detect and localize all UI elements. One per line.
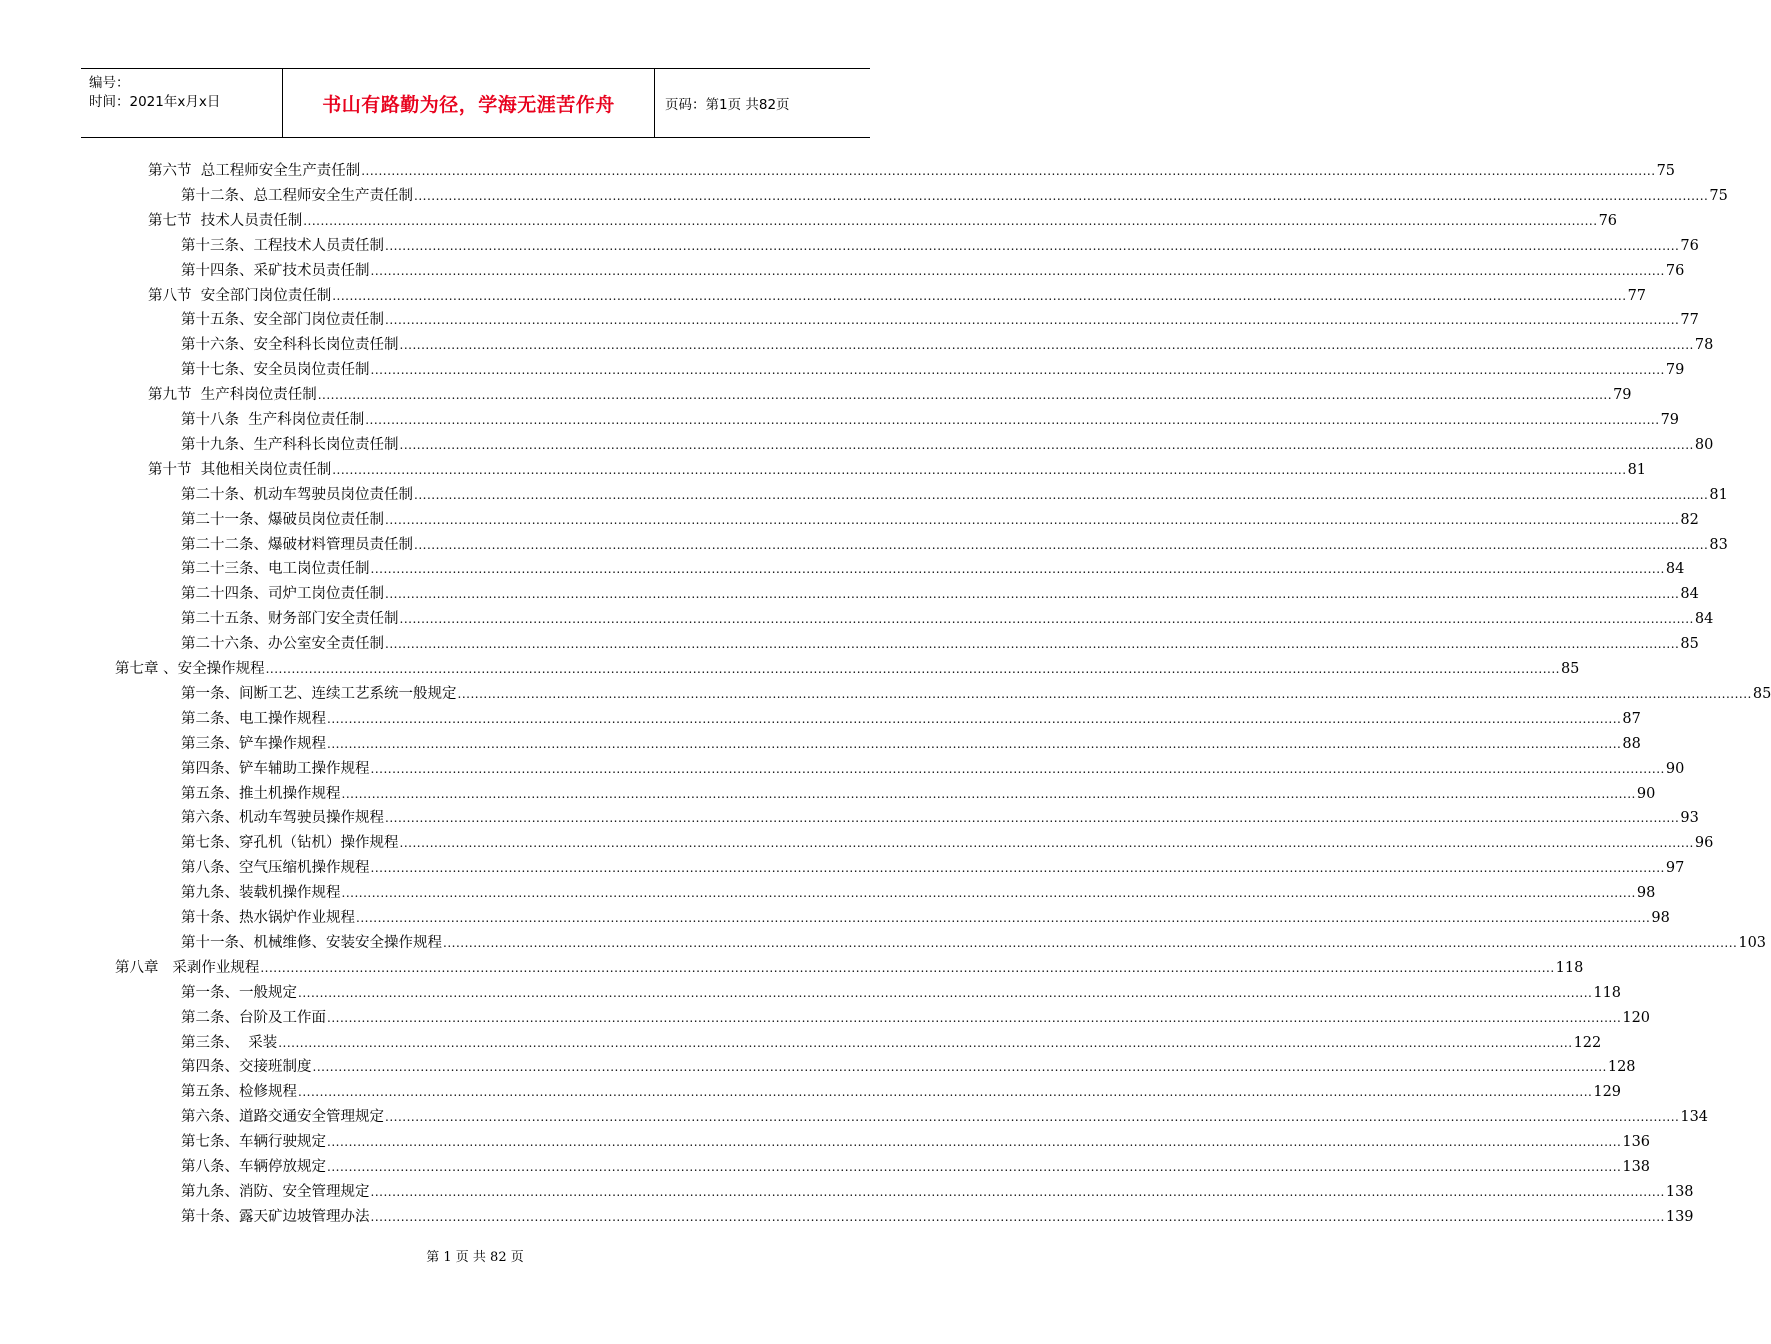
- header-page-info: 页码：第1页 共82页: [665, 97, 790, 113]
- toc-entry-title: 第八章 采剥作业规程: [115, 959, 260, 976]
- toc-entry[interactable]: [181, 1081, 1622, 1103]
- toc-entry[interactable]: [181, 534, 1728, 556]
- toc-entry-page-number: 83: [1709, 536, 1728, 553]
- toc-entry-page-number: 138: [1665, 1183, 1694, 1200]
- toc-entry-page-number: 136: [1622, 1134, 1651, 1151]
- toc-entry-title: 第二十条、机动车驾驶员岗位责任制: [181, 486, 413, 503]
- toc-entry-page-number: 80: [1694, 436, 1714, 453]
- toc-dot-leader: ............................................................................................................................................................................................................................................................................................................: [312, 1060, 1607, 1075]
- toc-entry-page-number: 75: [1709, 187, 1728, 204]
- toc-dot-leader: ............................................................................................................................................................................................................................................................................................................: [399, 612, 1694, 627]
- toc-dot-leader: ............................................................................................................................................................................................................................................................................................................: [370, 761, 1665, 776]
- toc-entry-page-number: 79: [1613, 387, 1632, 404]
- toc-dot-leader: ............................................................................................................................................................................................................................................................................................................: [278, 1035, 1573, 1050]
- toc-entry-title: 第六条、机动车驾驶员操作规程: [181, 810, 384, 827]
- toc-entry[interactable]: [181, 484, 1728, 506]
- toc-entry-title: 第二十六条、办公室安全责任制: [181, 636, 384, 653]
- toc-entry-page-number: 75: [1656, 163, 1676, 179]
- toc-entry-page-number: 122: [1573, 1034, 1602, 1051]
- toc-entry-page-number: 129: [1593, 1084, 1622, 1101]
- toc-entry[interactable]: [181, 1131, 1651, 1153]
- toc-dot-leader: ............................................................................................................................................................................................................................................................................................................: [327, 711, 1622, 726]
- toc-dot-leader: ............................................................................................................................................................................................................................................................................................................: [341, 886, 1636, 901]
- toc-dot-leader: ............................................................................................................................................................................................................................................................................................................: [341, 786, 1636, 801]
- toc-entry[interactable]: [181, 1181, 1694, 1203]
- toc-entry-page-number: 84: [1694, 611, 1714, 628]
- toc-entry-title: 第七章 、安全操作规程: [115, 661, 265, 677]
- document-number-label: 编号：: [89, 75, 130, 91]
- toc-dot-leader: ............................................................................................................................................................................................................................................................................................................: [370, 1184, 1665, 1199]
- header-page-info-cell: [655, 69, 870, 137]
- toc-entry-title: 第二十四条、司炉工岗位责任制: [181, 586, 384, 603]
- page-footer: [0, 1246, 950, 1265]
- toc-entry-page-number: 77: [1680, 312, 1699, 329]
- toc-entry-page-number: 78: [1694, 337, 1714, 354]
- toc-entry[interactable]: [181, 1032, 1602, 1054]
- toc-dot-leader: ............................................................................................................................................................................................................................................................................................................: [385, 811, 1680, 826]
- toc-dot-leader: ............................................................................................................................................................................................................................................................................................................: [370, 861, 1665, 876]
- toc-dot-leader: ............................................................................................................................................................................................................................................................................................................: [332, 288, 1627, 303]
- toc-dot-leader: ............................................................................................................................................................................................................................................................................................................: [385, 313, 1680, 328]
- toc-entry[interactable]: [181, 882, 1656, 904]
- toc-entry-page-number: 98: [1651, 910, 1670, 926]
- toc-entry-title: 第五条、检修规程: [181, 1084, 297, 1101]
- toc-dot-leader: ............................................................................................................................................................................................................................................................................................................: [303, 213, 1598, 228]
- toc-entry-title: 第七条、穿孔机（钻机）操作规程: [181, 835, 399, 852]
- toc-dot-leader: ............................................................................................................................................................................................................................................................................................................: [414, 487, 1709, 502]
- toc-entry-title: 第四条、铲车辅助工操作规程: [181, 760, 370, 777]
- toc-dot-leader: ............................................................................................................................................................................................................................................................................................................: [443, 935, 1738, 950]
- toc-entry-title: 第十节 其他相关岗位责任制: [148, 461, 332, 478]
- toc-entry-page-number: 118: [1555, 959, 1584, 976]
- toc-entry[interactable]: [181, 185, 1728, 207]
- toc-entry-page-number: 76: [1680, 237, 1699, 254]
- toc-dot-leader: ............................................................................................................................................................................................................................................................................................................: [365, 413, 1660, 427]
- toc-entry[interactable]: [181, 583, 1699, 605]
- toc-entry-page-number: 98: [1636, 885, 1656, 902]
- toc-entry-title: 第十五条、安全部门岗位责任制: [181, 312, 384, 329]
- toc-entry-page-number: 87: [1622, 710, 1641, 727]
- toc-entry-title: 第二十三条、电工岗位责任制: [181, 561, 370, 578]
- toc-entry-page-number: 118: [1593, 984, 1622, 1001]
- toc-entry-page-number: 79: [1660, 412, 1680, 428]
- toc-entry[interactable]: [181, 982, 1622, 1004]
- toc-entry[interactable]: [148, 285, 1647, 307]
- toc-entry-title: 第二十一条、爆破员岗位责任制: [181, 511, 384, 528]
- toc-entry-title: 第九条、装载机操作规程: [181, 885, 341, 902]
- toc-entry-page-number: 134: [1680, 1109, 1709, 1126]
- toc-entry-page-number: 84: [1680, 586, 1699, 603]
- toc-dot-leader: ............................................................................................................................................................................................................................................................................................................: [327, 1010, 1622, 1025]
- toc-dot-leader: ............................................................................................................................................................................................................................................................................................................: [332, 462, 1627, 477]
- toc-entry[interactable]: [181, 1056, 1636, 1078]
- header-meta: [81, 69, 283, 137]
- toc-entry-page-number: 90: [1665, 760, 1685, 777]
- toc-entry-title: 第十七条、安全员岗位责任制: [181, 362, 370, 379]
- page-header: [81, 68, 870, 138]
- toc-dot-leader: ............................................................................................................................................................................................................................................................................................................: [414, 188, 1709, 203]
- toc-dot-leader: ............................................................................................................................................................................................................................................................................................................: [370, 363, 1665, 378]
- toc-dot-leader: ............................................................................................................................................................................................................................................................................................................: [298, 1085, 1593, 1100]
- toc-entry-title: 第十九条、生产科科长岗位责任制: [181, 436, 399, 453]
- toc-entry-title: 第六节 总工程师安全生产责任制: [148, 163, 361, 179]
- toc-entry-title: 第四条、交接班制度: [181, 1059, 312, 1076]
- toc-entry-page-number: 81: [1709, 486, 1728, 503]
- toc-entry-page-number: 85: [1752, 685, 1771, 702]
- toc-entry[interactable]: [181, 434, 1714, 456]
- toc-entry-page-number: 90: [1636, 785, 1656, 802]
- toc-entry-title: 第十条、热水锅炉作业规程: [181, 910, 355, 926]
- toc-entry[interactable]: [181, 1106, 1709, 1128]
- toc-entry[interactable]: [181, 1007, 1651, 1029]
- toc-entry-title: 第七节 技术人员责任制: [148, 212, 303, 229]
- toc-dot-leader: ............................................................................................................................................................................................................................................................................................................: [370, 1209, 1665, 1224]
- toc-entry-title: 第八条、空气压缩机操作规程: [181, 860, 370, 877]
- toc-entry-page-number: 85: [1680, 636, 1699, 653]
- toc-entry-page-number: 76: [1665, 262, 1685, 279]
- toc-entry-title: 第十三条、工程技术人员责任制: [181, 237, 384, 254]
- toc-dot-leader: ............................................................................................................................................................................................................................................................................................................: [370, 562, 1665, 577]
- toc-entry-page-number: 139: [1665, 1208, 1694, 1225]
- toc-dot-leader: ............................................................................................................................................................................................................................................................................................................: [356, 911, 1651, 925]
- toc-dot-leader: ............................................................................................................................................................................................................................................................................................................: [317, 388, 1613, 403]
- toc-entry[interactable]: [181, 932, 1767, 954]
- toc-entry[interactable]: [181, 409, 1680, 431]
- toc-entry-title: 第三条、铲车操作规程: [181, 735, 326, 752]
- document-date: 时间：2021年x月x日: [89, 94, 221, 110]
- toc-entry[interactable]: [181, 907, 1670, 929]
- toc-entry[interactable]: [181, 608, 1714, 630]
- toc-entry[interactable]: [181, 683, 1771, 705]
- toc-entry[interactable]: [115, 957, 1584, 979]
- toc-dot-leader: ............................................................................................................................................................................................................................................................................................................: [399, 437, 1694, 452]
- toc-entry[interactable]: [181, 558, 1685, 580]
- toc-dot-leader: ............................................................................................................................................................................................................................................................................................................: [385, 512, 1680, 527]
- toc-entry[interactable]: [181, 260, 1685, 282]
- toc-entry-page-number: 128: [1607, 1059, 1636, 1076]
- toc-entry[interactable]: [181, 807, 1699, 829]
- toc-entry[interactable]: [181, 309, 1699, 331]
- toc-entry[interactable]: [181, 1156, 1651, 1178]
- toc-entry-title: 第一条、间断工艺、连续工艺系统一般规定: [181, 685, 457, 702]
- toc-entry-title: 第三条、 采装: [181, 1034, 278, 1051]
- toc-entry[interactable]: [181, 1206, 1694, 1228]
- toc-entry-title: 第九条、消防、安全管理规定: [181, 1183, 370, 1200]
- toc-dot-leader: ............................................................................................................................................................................................................................................................................................................: [385, 238, 1680, 253]
- toc-dot-leader: ............................................................................................................................................................................................................................................................................................................: [370, 263, 1665, 278]
- toc-entry[interactable]: [148, 384, 1632, 406]
- toc-entry-page-number: 81: [1627, 461, 1647, 478]
- motto-text: 书山有路勤为径，学海无涯苦作舟: [322, 93, 615, 116]
- toc-dot-leader: ............................................................................................................................................................................................................................................................................................................: [399, 338, 1694, 353]
- toc-entry[interactable]: [181, 509, 1699, 531]
- toc-entry[interactable]: [181, 235, 1699, 257]
- toc-dot-leader: ............................................................................................................................................................................................................................................................................................................: [361, 164, 1656, 178]
- toc-entry-page-number: 84: [1665, 561, 1685, 578]
- toc-entry-page-number: 88: [1622, 735, 1641, 752]
- toc-entry[interactable]: [181, 334, 1714, 356]
- toc-entry-title: 第五条、推土机操作规程: [181, 785, 341, 802]
- toc-dot-leader: ............................................................................................................................................................................................................................................................................................................: [414, 537, 1709, 552]
- toc-entry[interactable]: [181, 758, 1685, 780]
- toc-entry[interactable]: [181, 359, 1685, 381]
- toc-dot-leader: ............................................................................................................................................................................................................................................................................................................: [298, 985, 1593, 1000]
- toc-entry[interactable]: [181, 708, 1641, 730]
- toc-entry-page-number: 82: [1680, 511, 1699, 528]
- toc-entry-title: 第二十五条、财务部门安全责任制: [181, 611, 399, 628]
- toc-entry-page-number: 79: [1665, 362, 1685, 379]
- toc-entry[interactable]: [148, 210, 1618, 232]
- toc-entry-title: 第十条、露天矿边坡管理办法: [181, 1208, 370, 1225]
- toc-entry-title: 第一条、一般规定: [181, 984, 297, 1001]
- toc-entry[interactable]: [148, 160, 1676, 182]
- toc-entry-page-number: 85: [1560, 661, 1580, 677]
- toc-dot-leader: ............................................................................................................................................................................................................................................................................................................: [265, 662, 1560, 676]
- toc-entry-title: 第二条、台阶及工作面: [181, 1009, 326, 1026]
- toc-entry-page-number: 120: [1622, 1009, 1651, 1026]
- toc-entry-page-number: 93: [1680, 810, 1699, 827]
- toc-dot-leader: ............................................................................................................................................................................................................................................................................................................: [385, 587, 1680, 602]
- toc-dot-leader: ............................................................................................................................................................................................................................................................................................................: [385, 1110, 1680, 1125]
- toc-dot-leader: ............................................................................................................................................................................................................................................................................................................: [327, 1160, 1622, 1174]
- toc-entry-page-number: 96: [1694, 835, 1714, 852]
- toc-entry-title: 第七条、车辆行驶规定: [181, 1134, 326, 1151]
- toc-entry[interactable]: [181, 857, 1685, 879]
- toc-entry-title: 第十八条 生产科岗位责任制: [181, 412, 365, 428]
- toc-entry-page-number: 103: [1738, 934, 1767, 951]
- toc-entry-title: 第六条、道路交通安全管理规定: [181, 1109, 384, 1126]
- toc-entry-title: 第二条、电工操作规程: [181, 710, 326, 727]
- toc-entry-page-number: 138: [1622, 1159, 1651, 1175]
- toc-dot-leader: ............................................................................................................................................................................................................................................................................................................: [457, 686, 1752, 701]
- toc-entry-title: 第九节 生产科岗位责任制: [148, 387, 317, 404]
- toc-entry[interactable]: [181, 633, 1699, 655]
- toc-entry[interactable]: [181, 832, 1714, 854]
- toc-entry-page-number: 97: [1665, 860, 1685, 877]
- toc-entry-page-number: 76: [1598, 212, 1618, 229]
- toc-entry-title: 第十二条、总工程师安全生产责任制: [181, 187, 413, 204]
- toc-dot-leader: ............................................................................................................................................................................................................................................................................................................: [399, 836, 1694, 851]
- toc-entry-page-number: 77: [1627, 287, 1647, 304]
- toc-entry[interactable]: [181, 783, 1656, 805]
- toc-entry-title: 第八条、车辆停放规定: [181, 1159, 326, 1175]
- toc-dot-leader: ............................................................................................................................................................................................................................................................................................................: [327, 1135, 1622, 1150]
- toc-dot-leader: ............................................................................................................................................................................................................................................................................................................: [327, 736, 1622, 751]
- toc-entry[interactable]: [115, 658, 1580, 680]
- toc-entry[interactable]: [181, 733, 1641, 755]
- footer-page-number: 第 1 页 共 82 页: [426, 1250, 524, 1265]
- header-motto-cell: [283, 69, 655, 137]
- toc-entry[interactable]: [148, 459, 1647, 481]
- toc-entry-title: 第十六条、安全科科长岗位责任制: [181, 337, 399, 354]
- toc-dot-leader: ............................................................................................................................................................................................................................................................................................................: [260, 960, 1555, 975]
- toc-dot-leader: ............................................................................................................................................................................................................................................................................................................: [385, 637, 1680, 652]
- toc-entry-title: 第十四条、采矿技术员责任制: [181, 262, 370, 279]
- toc-entry-title: 第十一条、机械维修、安装安全操作规程: [181, 934, 442, 951]
- toc-entry-title: 第二十二条、爆破材料管理员责任制: [181, 536, 413, 553]
- toc-entry-title: 第八节 安全部门岗位责任制: [148, 287, 332, 304]
